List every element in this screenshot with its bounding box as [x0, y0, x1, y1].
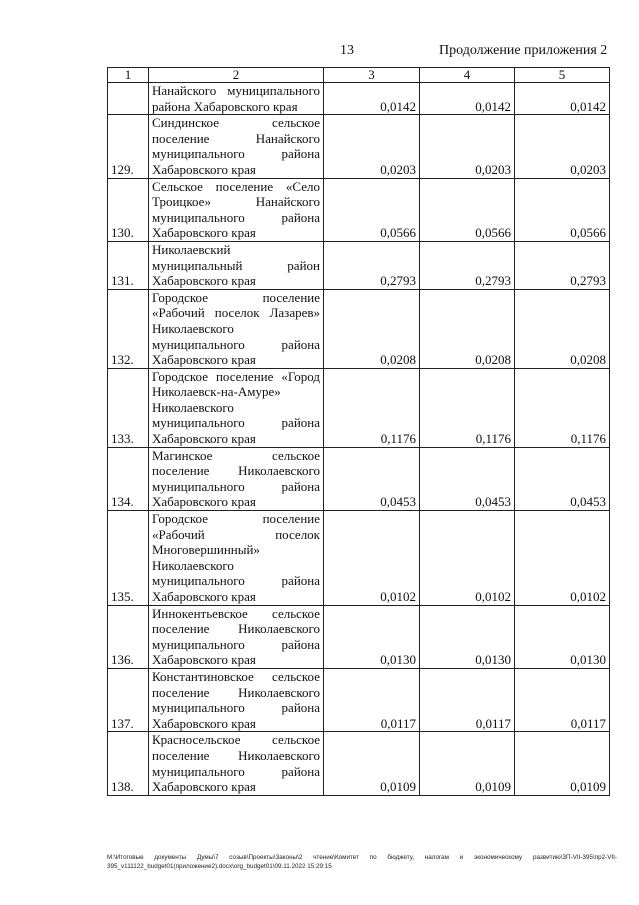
- municipality-name: Синдинское сельское поселение Нанайского муниципального района Хабаровского края: [149, 115, 324, 178]
- value-col3: 0,0102: [324, 511, 420, 606]
- municipality-name: Николаевский муниципальный район Хабаровского края: [149, 241, 324, 289]
- municipality-name: Городское поселение «Рабочий поселок Лазарев» Николаевского муниципального района Хабаровского края: [149, 289, 324, 368]
- row-number: 129.: [108, 115, 149, 178]
- value-col3: 0,0453: [324, 447, 420, 510]
- municipality-name: Сельское поселение «Село Троицкое» Нанайского муниципального района Хабаровского края: [149, 178, 324, 241]
- value-col4: 0,0453: [420, 447, 515, 510]
- table-row: [108, 83, 610, 115]
- value-col5: 0,2793: [515, 241, 610, 289]
- column-header: 2: [149, 68, 324, 83]
- table-row: [108, 178, 610, 241]
- row-number: 137.: [108, 668, 149, 731]
- value-col4: 0,1176: [420, 368, 515, 447]
- row-number: 138.: [108, 732, 149, 795]
- value-col3: 0,0203: [324, 115, 420, 178]
- value-col5: 0,0566: [515, 178, 610, 241]
- value-col5: 0,0453: [515, 447, 610, 510]
- column-header: 5: [515, 68, 610, 83]
- table-row: [108, 447, 610, 510]
- value-col4: 0,0117: [420, 668, 515, 731]
- value-col3: 0,1176: [324, 368, 420, 447]
- value-col5: 0,0208: [515, 289, 610, 368]
- value-col4: 0,0109: [420, 732, 515, 795]
- value-col4: 0,2793: [420, 241, 515, 289]
- value-col4: 0,0102: [420, 511, 515, 606]
- budget-table: [107, 67, 610, 796]
- column-header: 4: [420, 68, 515, 83]
- table-row: [108, 732, 610, 795]
- value-col3: 0,2793: [324, 241, 420, 289]
- row-number: 131.: [108, 241, 149, 289]
- table-header-row: [108, 68, 610, 83]
- municipality-name: Городское поселение «Город Николаевск-на-Амуре» Николаевского муниципального района Хабаровского края: [149, 368, 324, 447]
- column-header: 3: [324, 68, 420, 83]
- value-col4: 0,0142: [420, 83, 515, 115]
- value-col3: 0,0117: [324, 668, 420, 731]
- value-col4: 0,0208: [420, 289, 515, 368]
- value-col5: 0,0109: [515, 732, 610, 795]
- value-col5: 0,0102: [515, 511, 610, 606]
- value-col4: 0,0130: [420, 605, 515, 668]
- value-col3: 0,0109: [324, 732, 420, 795]
- row-number: 135.: [108, 511, 149, 606]
- table-row: [108, 368, 610, 447]
- municipality-name: Красносельское сельское поселение Николаевского муниципального района Хабаровского края: [149, 732, 324, 795]
- row-number: 130.: [108, 178, 149, 241]
- municipality-name: Константиновское сельское поселение Николаевского муниципального района Хабаровского края: [149, 668, 324, 731]
- value-col4: 0,0566: [420, 178, 515, 241]
- table-row: [108, 115, 610, 178]
- table-row: [108, 605, 610, 668]
- row-number: 134.: [108, 447, 149, 510]
- value-col5: 0,0117: [515, 668, 610, 731]
- municipality-name: Нанайского муниципального района Хабаровского края: [149, 83, 324, 115]
- value-col3: 0,0130: [324, 605, 420, 668]
- file-path-footer: M:\Итоговые документы Думы\7 созыв\Проекты\Законы\2 чтение\Комитет по бюджету, налогам и экономическому развитию\3П-VII-395\пр2-VII-395_v111122_budget01(приложение2).docx\org_budget01\09.11.2022 15:29:15: [107, 854, 617, 870]
- value-col5: 0,0130: [515, 605, 610, 668]
- value-col3: 0,0142: [324, 83, 420, 115]
- table-row: [108, 289, 610, 368]
- value-col5: 0,1176: [515, 368, 610, 447]
- continuation-label: Продолжение приложения 2: [439, 43, 608, 58]
- value-col3: 0,0566: [324, 178, 420, 241]
- row-number: 132.: [108, 289, 149, 368]
- row-number: 133.: [108, 368, 149, 447]
- row-number: [108, 83, 149, 115]
- municipality-name: Городское поселение «Рабочий поселок Многовершинный» Николаевского муниципального района Хабаровского края: [149, 511, 324, 606]
- value-col4: 0,0203: [420, 115, 515, 178]
- table-row: [108, 668, 610, 731]
- table-row: [108, 511, 610, 606]
- value-col3: 0,0208: [324, 289, 420, 368]
- value-col5: 0,0203: [515, 115, 610, 178]
- column-header: 1: [108, 68, 149, 83]
- page-number: 13: [340, 43, 354, 58]
- row-number: 136.: [108, 605, 149, 668]
- municipality-name: Магинское сельское поселение Николаевского муниципального района Хабаровского края: [149, 447, 324, 510]
- value-col5: 0,0142: [515, 83, 610, 115]
- table-row: [108, 241, 610, 289]
- municipality-name: Иннокентьевское сельское поселение Николаевского муниципального района Хабаровского края: [149, 605, 324, 668]
